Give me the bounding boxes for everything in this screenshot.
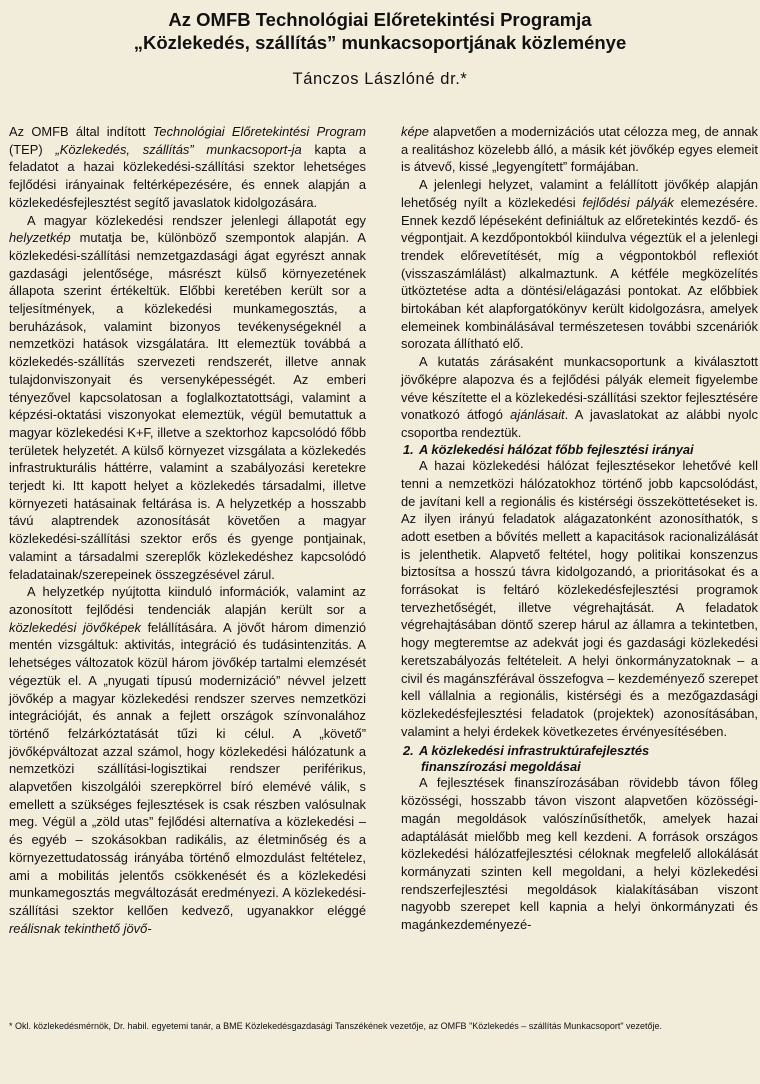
paragraph-situation: A magyar közlekedési rendszer jelenlegi állapotát egy helyzetkép mutatja be, különböző szempontok alapján. A közlekedési-szállítási nemzetgazdasági ágat egyrészt annak gazdasági jelentősége, másrészt külső környezetének állapota szerint értékeltük. Előbbi keretében került sor a teljesítmények, a közlekedési munkamegosztás, a beruházások, valamint bizonyos tevékenységeknél a nemzetközi hatások vizsgálatára. Itt elemeztük továbbá a közlekedés-szállítás szervezeti rendszerét, illetve annak tulajdonviszonyait és versenyképességét. Az emberi tényezővel kapcsolatosan a foglalkoztatottsági, valamint a képzési-oktatási viszonyokat elemeztük, végül bemutattuk a magyar közlekedési K+F, illetve a szektorhoz kapcsolódó főbb területek helyzetét. A külső környezet vizsgálata a közlekedés infrastrukturális háttérre, valamint a szabályozási keretekre terjedt ki. Itt kapott helyet a közlekedés társadalmi, illetve környezeti hatásainak feltárása is. A helyzetkép a hosszabb távú alaptrendek azonosítását követően a magyar közlekedési-szállítási szektor erős és gyenge pontjainak, valamint a társadalmi szereplők közlekedéshez kapcsolódó feladatainak/szerepeinek összegzésével zárul. [9, 212, 366, 582]
paragraph-network: A hazai közlekedési hálózat fejlesztésekor lehetővé kell tenni a nemzetközi hálózatokhoz történő jobb kapcsolódást, de javítani kell a regionális és kistérségi összeköttetéseket is. Az ilyen irányú feladatok alágazatonként azonosíthatók, s adott esetben a bővítés mellett a kapacitások racionalizálását is jelenthetik. Alapvető feltétel, hogy politikai konszenzus biztosítsa a hosszú távra kidolgozandó, a prioritásokat és a forrásokat is feltáró közlekedésfejlesztési programok tervezhetőségét, illetve végrehajtását. A feladatok végrehajtásában döntő szerep hárul az államra a tekintetben, hogy megteremtse az adekvát jogi és gazdasági közlekedési keretszabályozás feltételeit. A helyi önkormányzatoknak – a civil és magánszférával összefogva – kezdeményező szerepet kell vállalnia a regionális, kistérségi és a mezőgazdasági közlekedésfejlesztési feladatok (projektek) azonosításában, valamint a helyi érdekek következetes érvényesítésében. [401, 458, 758, 739]
footnote: * Okl. közlekedésmérnök, Dr. habil. egyetemi tanár, a BME Közlekedésgazdasági Tanszékének vezetője, az OMFB "Közlekedés – szállítás Munkacsoport" vezetője. [9, 1021, 663, 1031]
article-title-line1: Az OMFB Technológiai Előretekintési Programja [168, 9, 592, 30]
left-column [9, 123, 366, 937]
section-heading-2: 2. A közlekedési infrastruktúrafejlesztés finanszírozási megoldásai [403, 743, 650, 774]
paragraph-futures: A helyzetkép nyújtotta kiinduló információk, valamint az azonosított fejlődési tendenciák alapján került sor a közlekedési jövőképek felállítására. A jövőt három dimenzió mentén vizsgáltuk: aktivitás, integráció és tudásintenzitás. A lehetséges változatok közül három jövőkép tartalmi elemzését végeztük el. A „nyugati típusú modernizáció” névvel jelzett jövőkép a magyar közlekedési rendszer szerves nemzetközi integrációját, és annak a fejlett országok színvonalához történő felzárkóztatását tűzi ki célul. A „követő” jövőképváltozat azzal számol, hogy közlekedési hálózatunk a nemzetközi szállítási-logisztikai rendszer periférikus, alapvetően kiszolgálói szerepkörrel bíró elemévé válik, s emellett a szükséges fejlesztések is csak részben valósulnak meg. Végül a „zöld utas” fejlődési alternatíva a közlekedési – és egyéb – szokásokban radikális, az életminőség és a környezettudatosság irányába történő elmozdulást feltételez, ami a mobilitás jelentős csökkenését és a közlekedési munkamegosztás megváltozását eredményezi. A közlekedési-szállítási szektor kellően kedvező, ugyanakkor eléggé reálisnak tekinthető jövő- [9, 584, 366, 936]
paragraph-recommendations: A kutatás zárásaként munkacsoportunk a kiválasztott jövőképre alapozva és a fejlődési pályák elemeit figyelembe véve készítette el a közlekedési-szállítási szektor fejlesztésére vonatkozó átfogó ajánlásait. A javaslatokat az alábbi nyolc csoportba rendeztük. [401, 354, 758, 440]
author-name: Tánczos Lászlóné dr.* [292, 70, 468, 88]
paragraph-financing: A fejlesztések finanszírozásában rövidebb távon főleg közösségi, hosszabb távon viszont alapvetően közösségi-magán megoldások valószínűsíthetők, amelyek hazai adaptálását mielőbb meg kell kezdeni. A források országos közlekedési hálózatfejlesztési céloknak megfelelő allokálását kormányzati szinten kell megoldani, a helyi közlekedési rendszerfejlesztési megoldások kialakításában viszont nagyobb szerepet kell kapnia a helyi önkormányzati és magánkezdeményezé- [401, 775, 758, 933]
paragraph-continuation: képe alapvetően a modernizációs utat célozza meg, de annak a realitáshoz közelebb álló, a másik két jövőkép egyes elemeit is átvevő, kissé „legyengített” formájában. [401, 124, 758, 175]
paragraph-intro: Az OMFB által indított Technológiai Előretekintési Program (TEP) „Közlekedés, szállítás” munkacsoport-ja kapta a feladatot a hazai közlekedési-szállítási szektor lehetséges fejlődési irányainak feltérképezésére, és ennek alapján a közlekedésfejlesztést segítő javaslatok kidolgozására. [9, 124, 367, 210]
right-column [401, 123, 758, 934]
paragraph-paths: A jelenlegi helyzet, valamint a felállított jövőkép alapján lehetőség nyílt a közlekedési fejlődési pályák elemezésére. Ennek kezdő lépéseként definiáltuk az előretekintés kezdő- és végpontjait. A kezdőpontokból kiindulva végeztük el a jelenlegi trendek előrevetítését, míg a végpontokból reflexiót (visszaszámlálást) alkalmaztunk. A kétféle megközelítés ütköztetése adta a döntési/elágazási pontokat. Az előbbiek birtokában két alapforgatókönyv került kidolgozásra, amelyek elemeinek kombinálásával természetesen további szcenáriók sorozata állítható elő. [401, 177, 758, 352]
section-heading-1: 1. A közlekedési hálózat főbb fejlesztési irányai [403, 441, 694, 457]
article-title-line2: „Közlekedés, szállítás” munkacsoportjának közleménye [133, 32, 627, 53]
